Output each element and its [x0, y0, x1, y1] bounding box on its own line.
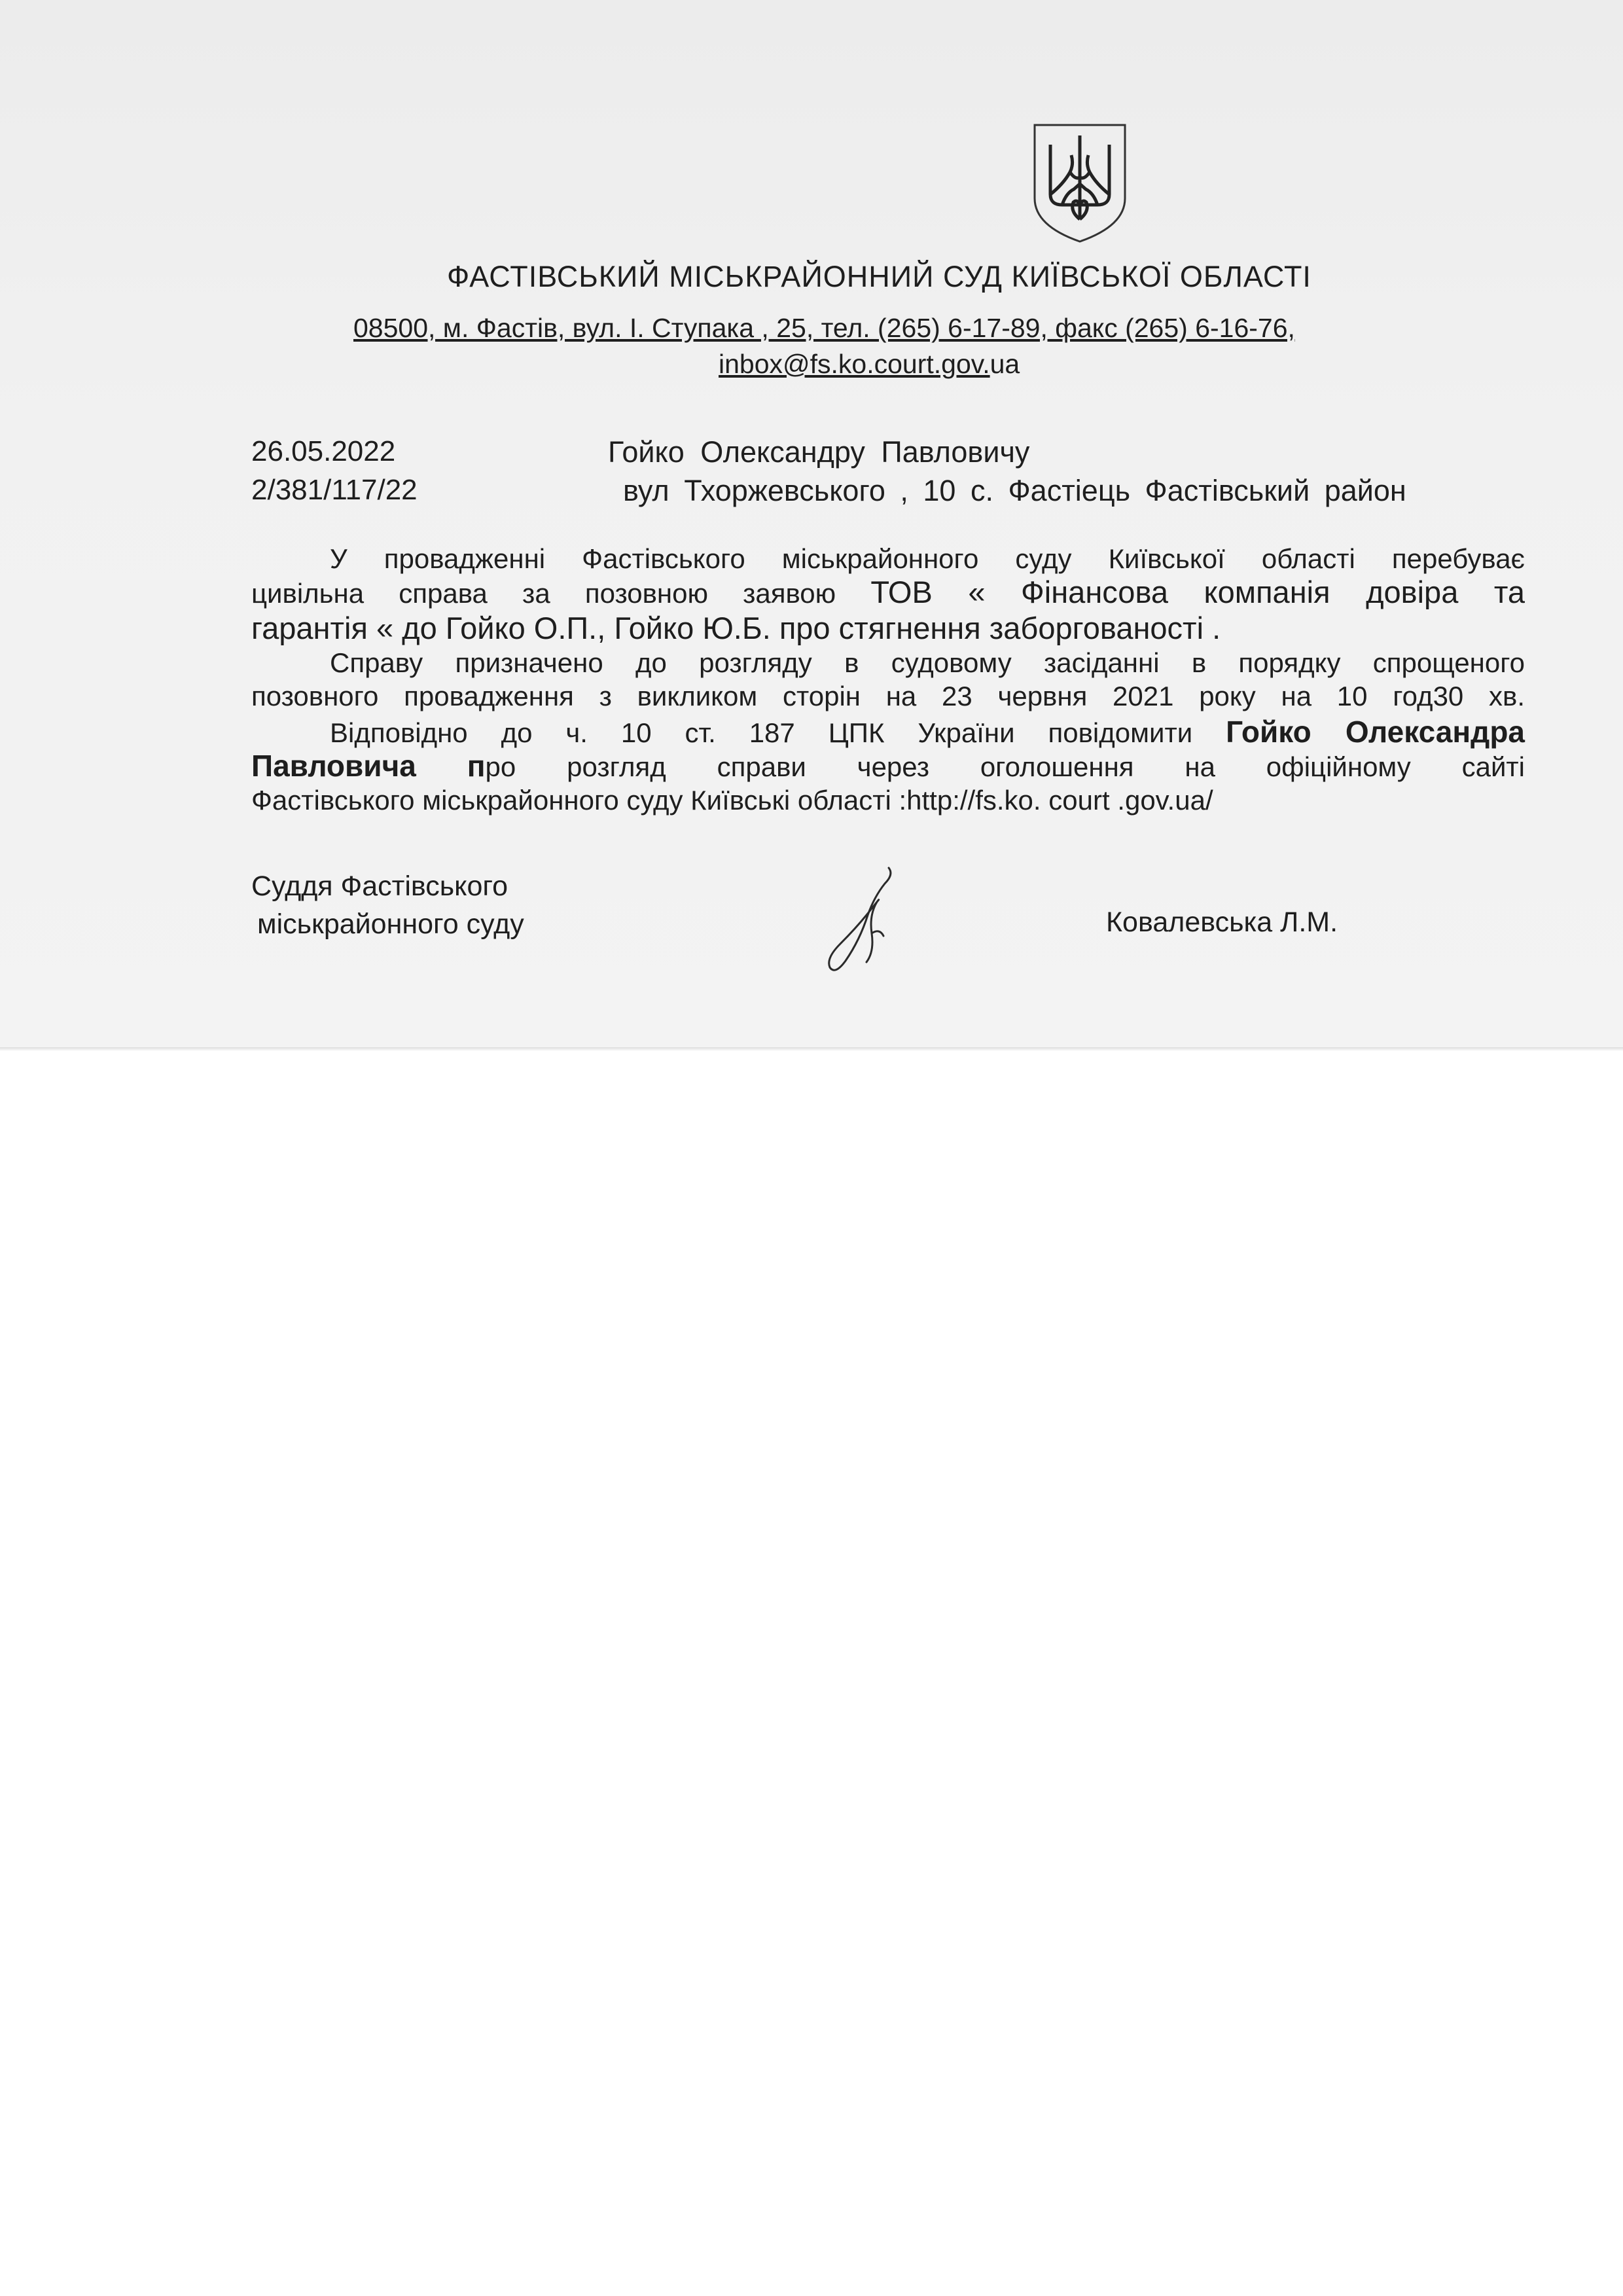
body-line	[251, 575, 1525, 610]
handwritten-signature-icon	[812, 863, 910, 980]
body-line: Фастівського міськрайонного суду Київські області :http://fs.ko. court .gov.ua/	[251, 785, 1213, 816]
paper-edge	[0, 1047, 1623, 1051]
body-line: гарантія « до Гойко О.П., Гойко Ю.Б. про стягнення заборгованості .	[251, 611, 1221, 645]
addressee-bold: Гойко Олександра	[1226, 715, 1525, 749]
body-line: У провадженні Фастівського міськрайонного суду Київської області перебуває	[330, 543, 1525, 574]
court-email-tail: ua	[990, 349, 1020, 379]
body-text: цивільна справа за позовною заявою	[251, 578, 836, 609]
judge-name: Ковалевська Л.М.	[1106, 906, 1338, 938]
bold-letter: п	[467, 749, 486, 783]
court-email-link[interactable]: inbox@fs.ko.court.gov.	[719, 349, 990, 379]
recipient-address: вул Тхоржевського , 10 с. Фастіець Фастівський район	[623, 474, 1406, 507]
judge-title: Суддя Фастівського	[251, 870, 508, 902]
addressee-bold: Павловича	[251, 749, 416, 783]
body-text: ро розгляд справи через оголошення на офіційному сайті	[485, 751, 1525, 782]
court-name-heading: ФАСТІВСЬКИЙ МІСЬКРАЙОННИЙ СУД КИЇВСЬКОЇ ОБЛАСТІ	[447, 260, 1311, 293]
ukraine-trident-emblem-icon	[1031, 121, 1129, 245]
body-text: ТОВ « Фінансова компанія довіра та	[870, 575, 1525, 609]
body-line	[251, 749, 1525, 783]
body-line: позовного провадження з викликом сторін на 23 червня 2021 року на 10 год30 хв.	[251, 681, 1525, 711]
recipient-name: Гойко Олександру Павловичу	[608, 435, 1030, 469]
court-email	[719, 349, 1020, 380]
letter-body	[251, 542, 1525, 817]
body-line: Справу призначено до розгляду в судовому засіданні в порядку спрощеного	[330, 647, 1525, 678]
court-address: 08500, м. Фастів, вул. І. Ступака , 25, тел. (265) 6-17-89, факс (265) 6-16-76,	[353, 313, 1295, 343]
letter-date: 26.05.2022	[251, 435, 396, 467]
judge-title-line2: міськрайонного суду	[257, 908, 524, 940]
body-line	[251, 715, 1525, 749]
body-text: Відповідно до ч. 10 ст. 187 ЦПК України повідомити	[330, 717, 1193, 748]
case-number: 2/381/117/22	[251, 474, 418, 506]
